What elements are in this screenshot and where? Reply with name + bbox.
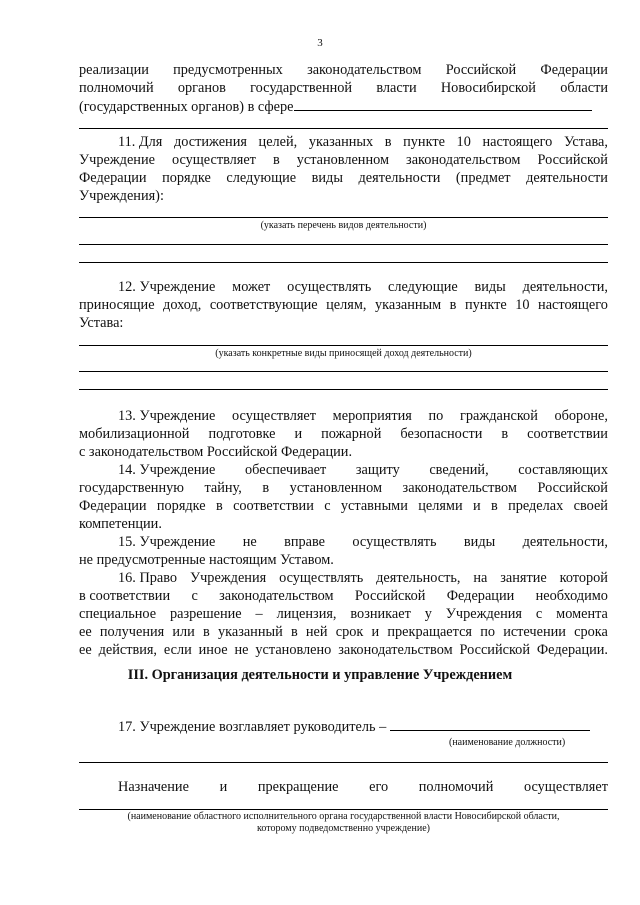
word: осуществляет: [232, 408, 317, 424]
word: настоящего: [482, 134, 553, 150]
fill-in-line: [79, 809, 608, 810]
word: срока: [574, 624, 608, 640]
word: которой: [559, 570, 608, 586]
word: государственную: [79, 480, 184, 496]
word: законодательством: [307, 62, 422, 78]
word: если: [163, 642, 192, 658]
word: в: [272, 152, 280, 168]
word: своей: [573, 498, 608, 514]
paragraph-11-line: Учреждения):: [79, 188, 164, 204]
word: органов: [177, 80, 226, 96]
word: гражданской: [459, 408, 538, 424]
word: пожарной: [321, 426, 382, 442]
word: установленном: [296, 152, 390, 168]
word: 12. Учреждение: [118, 279, 216, 295]
word: с: [324, 498, 331, 514]
word: мобилизационной: [79, 426, 190, 442]
word: Устава,: [563, 134, 608, 150]
paragraph-14-line: [118, 462, 608, 479]
fill-in-blank: [294, 98, 592, 111]
word: осуществлять: [352, 534, 437, 550]
fill-in-line: [79, 128, 608, 129]
word: защиту: [355, 462, 400, 478]
word: истечении: [503, 624, 566, 640]
word: по: [428, 408, 444, 424]
word: Учреждения: [189, 570, 267, 586]
word: момента: [556, 606, 608, 622]
word: в: [290, 624, 298, 640]
word: полномочий: [79, 80, 154, 96]
paragraph-14-line: [79, 480, 608, 497]
word: и: [472, 498, 481, 514]
fill-in-line: [79, 762, 608, 763]
word: Учреждение: [79, 152, 155, 168]
word: разрешение: [170, 606, 242, 622]
text-line: [79, 98, 608, 116]
word: пределах: [508, 498, 564, 514]
word: следующие: [226, 170, 297, 186]
word: Федерации.: [536, 642, 608, 658]
word: виды: [311, 170, 343, 186]
word: указанный: [217, 624, 283, 640]
fill-in-line: [79, 371, 608, 372]
appointment-line: [118, 779, 608, 796]
word: занятие: [500, 570, 547, 586]
word: деятельность,: [376, 570, 461, 586]
word: Российской: [537, 152, 608, 168]
word: деятельности,: [522, 534, 608, 550]
caption-position-name: (наименование должности): [449, 737, 566, 748]
word: Российской: [354, 588, 426, 604]
paragraph-12-line: [79, 297, 608, 314]
word: не: [234, 642, 249, 658]
word: достижения: [174, 134, 247, 150]
word: с: [191, 588, 198, 604]
word: или: [172, 624, 195, 640]
word: осуществлять: [287, 279, 372, 295]
paragraph-12-line: Устава:: [79, 315, 124, 331]
word: 16. Право: [118, 570, 178, 586]
word: безопасности: [400, 426, 483, 442]
word: осуществляет: [524, 779, 608, 795]
word: 14. Учреждение: [118, 462, 216, 478]
word: 15. Учреждение: [118, 534, 216, 550]
word: 11. Для: [118, 134, 163, 150]
word: обороне,: [554, 408, 608, 424]
text-fragment: 17. Учреждение возглавляет руководитель –: [118, 719, 387, 735]
fill-in-line: [79, 345, 608, 346]
caption-activities-list: (указать перечень видов деятельности): [260, 220, 427, 231]
paragraph-16-line: [79, 606, 608, 623]
word: иное: [198, 642, 228, 658]
word: Российской: [459, 642, 530, 658]
word: уставными: [340, 498, 408, 514]
fill-in-line: [79, 262, 608, 263]
word: в: [501, 426, 509, 442]
fill-in-line: [79, 217, 608, 218]
word: предусмотренных: [173, 62, 283, 78]
paragraph-15-line: [118, 534, 608, 551]
word: ней: [305, 624, 328, 640]
word: соответствии: [527, 426, 608, 442]
caption-authority-name: (наименование областного исполнительного органа государственной власти Новосибирской области,: [127, 811, 560, 822]
word: виды: [463, 534, 496, 550]
paragraph-16-line: [79, 624, 608, 641]
word: в: [449, 297, 457, 313]
word: власти: [376, 80, 417, 96]
word: может: [232, 279, 271, 295]
word: не: [242, 534, 257, 550]
word: в: [262, 480, 270, 496]
paragraph-16-line: [79, 642, 608, 659]
word: составляющих: [518, 462, 608, 478]
paragraph-12-line: [118, 279, 608, 296]
word: по: [480, 624, 495, 640]
word: 10: [456, 134, 471, 150]
word: установленном: [289, 480, 383, 496]
word: целей,: [258, 134, 298, 150]
word: полномочий: [418, 779, 494, 795]
word: действия,: [98, 642, 158, 658]
paragraph-11-line: [118, 134, 608, 151]
word: лицензия,: [276, 606, 337, 622]
text-line: [79, 62, 608, 79]
word: получения: [99, 624, 165, 640]
word: Новосибирской: [440, 80, 536, 96]
word: законодательством: [406, 152, 521, 168]
word: деятельности: [358, 170, 441, 186]
word: вправе: [284, 534, 326, 550]
paragraph-16-line: [79, 588, 608, 605]
word: Российской: [445, 62, 517, 78]
word: в соответствии: [79, 588, 171, 604]
word: и: [371, 624, 380, 640]
word: в: [203, 624, 210, 640]
word: ее: [79, 624, 92, 640]
paragraph-13-line: с законодательством Российской Федерации.: [79, 444, 353, 460]
word: целями: [418, 498, 463, 514]
caption-authority-name-cont: которому подведомственно учреждение): [257, 823, 430, 834]
word: возникает: [350, 606, 411, 622]
caption-income-activities: (указать конкретные виды приносящей доход деятельности): [215, 348, 472, 359]
word: установлено: [255, 642, 332, 658]
word: Назначение: [118, 779, 189, 795]
paragraph-11-line: [79, 152, 608, 169]
word: доход,: [163, 297, 202, 313]
word: деятельности,: [522, 279, 608, 295]
word: 10: [515, 297, 530, 313]
paragraph-17-line: [118, 718, 608, 736]
word: порядке: [156, 498, 206, 514]
word: с: [535, 606, 543, 622]
word: указанных: [308, 134, 374, 150]
word: и: [219, 779, 228, 795]
word: целям,: [326, 297, 367, 313]
text-line: [79, 80, 608, 97]
word: деятельности: [526, 170, 608, 186]
word: пункте: [464, 297, 507, 313]
word: настоящего: [538, 297, 608, 313]
word: мероприятия: [332, 408, 412, 424]
word: Учреждения: [445, 606, 522, 622]
word: срок: [335, 624, 364, 640]
word: осуществляет: [171, 152, 256, 168]
paragraph-13-line: [79, 426, 608, 443]
word: пункте: [403, 134, 445, 150]
word: государственной: [250, 80, 353, 96]
word: приносящие: [79, 297, 155, 313]
word: прекращается: [387, 624, 472, 640]
word: порядке: [162, 170, 211, 186]
word: в: [384, 134, 392, 150]
page-number: 3: [317, 37, 323, 49]
paragraph-15-line: не предусмотренные настоящим Уставом.: [79, 552, 334, 568]
word: специальное: [79, 606, 157, 622]
word: подготовке: [208, 426, 276, 442]
word: законодательством: [402, 480, 517, 496]
word: виды: [474, 279, 506, 295]
word: Федерации: [540, 62, 608, 78]
word: обеспечивает: [245, 462, 327, 478]
word: –: [255, 606, 263, 622]
word: и: [294, 426, 303, 442]
fill-in-line: [79, 244, 608, 245]
word: Российской: [537, 480, 608, 496]
word: указанным: [374, 297, 442, 313]
word: 13. Учреждение: [118, 408, 216, 424]
word: необходимо: [535, 588, 608, 604]
word: соответствии: [233, 498, 314, 514]
word: соответствующие: [209, 297, 318, 313]
word: сведений,: [429, 462, 489, 478]
word: его: [369, 779, 389, 795]
paragraph-13-line: [118, 408, 608, 425]
word: реализации: [79, 62, 149, 78]
word: законодательством: [219, 588, 334, 604]
word: в: [215, 498, 223, 514]
paragraph-11-line: [79, 170, 608, 187]
word: Федерации: [446, 588, 515, 604]
word: осуществлять: [279, 570, 364, 586]
word: прекращение: [257, 779, 339, 795]
word: Федерации: [79, 498, 147, 514]
word: ее: [79, 642, 92, 658]
word: (предмет: [455, 170, 511, 186]
word: Федерации: [79, 170, 147, 186]
fill-in-blank: [390, 718, 590, 731]
word: на: [473, 570, 488, 586]
word: тайну,: [204, 480, 242, 496]
word: следующие: [387, 279, 458, 295]
fill-in-line: [79, 389, 608, 390]
paragraph-14-line: [79, 498, 608, 515]
paragraph-14-line: компетенции.: [79, 516, 162, 532]
word: области: [560, 80, 608, 96]
section-heading: III. Организация деятельности и управление Учреждением: [127, 667, 513, 683]
paragraph-16-line: [118, 570, 608, 587]
word: у: [424, 606, 432, 622]
text-fragment: (государственных органов) в сфере: [79, 99, 294, 115]
word: в: [490, 498, 498, 514]
word: законодательством: [338, 642, 453, 658]
